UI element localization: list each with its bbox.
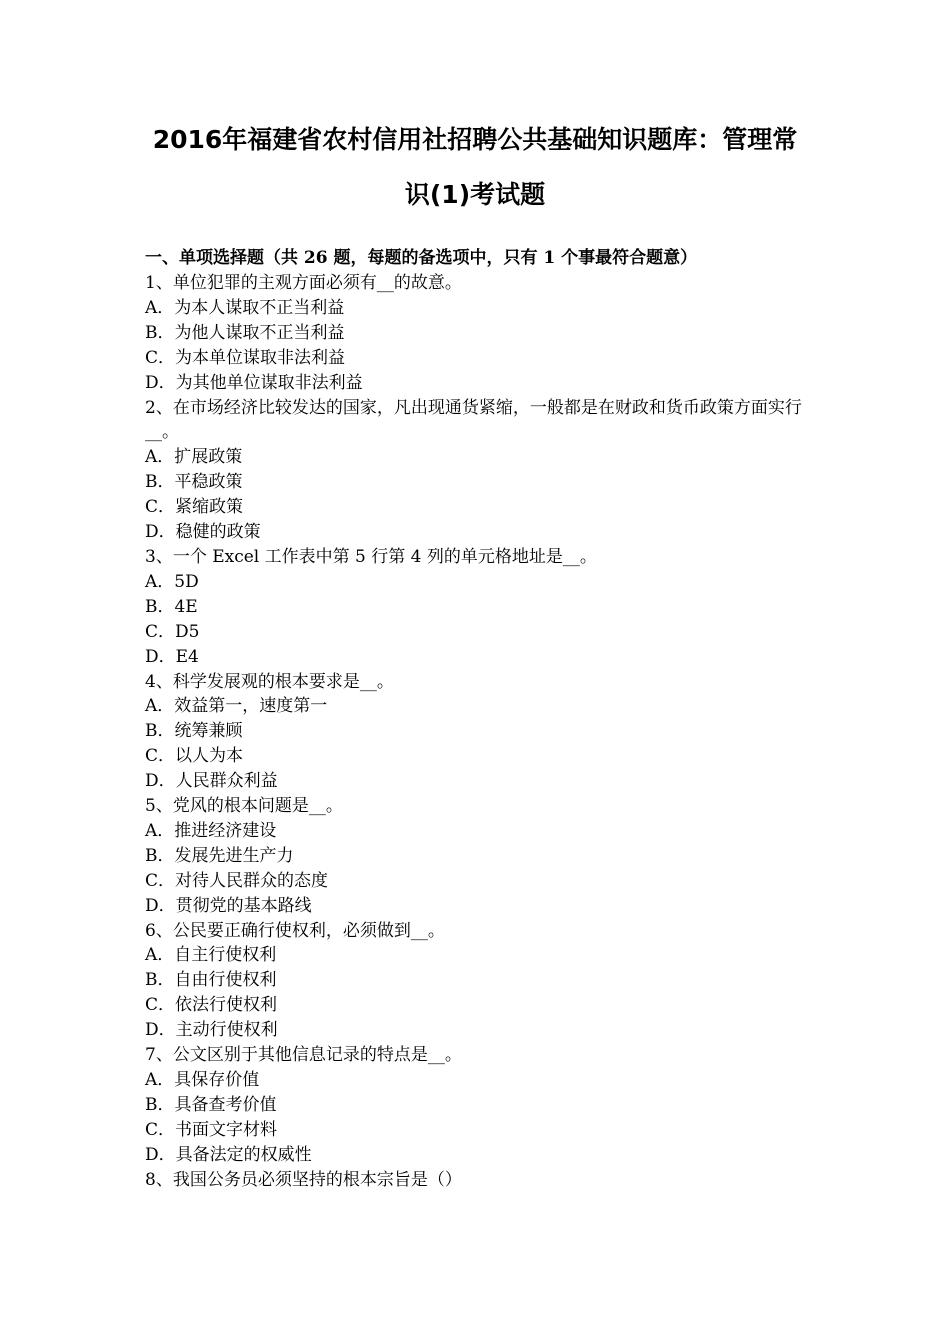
question-stem: 6、公民要正确行使权利，必须做到__。 bbox=[145, 920, 445, 941]
answer-option: B．统筹兼顾 bbox=[145, 721, 243, 742]
answer-option: D．为其他单位谋取非法利益 bbox=[145, 372, 363, 393]
title-line-2: 识(1)考试题 bbox=[404, 180, 546, 209]
question-item bbox=[145, 919, 810, 1044]
question-stem: 5、党风的根本问题是__。 bbox=[145, 796, 343, 817]
answer-option: D．主动行使权利 bbox=[145, 1020, 278, 1041]
question-stem: 8、我国公务员必须坚持的根本宗旨是（） bbox=[145, 1169, 462, 1190]
question-list bbox=[145, 271, 810, 1193]
answer-option: C．依法行使权利 bbox=[145, 995, 278, 1016]
answer-option: C．以人为本 bbox=[145, 746, 244, 767]
answer-option: C．紧缩政策 bbox=[145, 497, 244, 518]
document-title bbox=[120, 112, 830, 222]
answer-option: A．5D bbox=[145, 571, 199, 592]
answer-option: C．D5 bbox=[145, 621, 200, 642]
answer-option: D．具备法定的权威性 bbox=[145, 1144, 312, 1165]
question-item bbox=[145, 794, 810, 919]
answer-option: A．效益第一，速度第一 bbox=[145, 696, 328, 717]
question-stem: 2、在市场经济比较发达的国家，凡出现通货紧缩，一般都是在财政和货币政策方面实行__。 bbox=[145, 397, 802, 443]
answer-option: D．稳健的政策 bbox=[145, 522, 261, 543]
question-item bbox=[145, 545, 810, 670]
question-stem: 1、单位犯罪的主观方面必须有__的故意。 bbox=[145, 273, 462, 293]
answer-option: A．扩展政策 bbox=[145, 447, 243, 468]
title-line-1: 2016年福建省农村信用社招聘公共基础知识题库：管理常 bbox=[152, 125, 798, 154]
question-stem: 4、科学发展观的根本要求是__。 bbox=[145, 671, 394, 692]
answer-option: B．具备查考价值 bbox=[145, 1094, 277, 1115]
question-item bbox=[145, 670, 810, 795]
question-stem: 7、公文区别于其他信息记录的特点是__。 bbox=[145, 1045, 462, 1066]
answer-option: B．自由行使权利 bbox=[145, 970, 277, 991]
answer-option: A．为本人谋取不正当利益 bbox=[145, 297, 345, 318]
question-item bbox=[145, 396, 810, 545]
question-item bbox=[145, 1168, 810, 1193]
question-item bbox=[145, 1043, 810, 1168]
question-item bbox=[145, 271, 810, 396]
answer-option: A．具保存价值 bbox=[145, 1070, 260, 1090]
answer-option: B．发展先进生产力 bbox=[145, 845, 294, 866]
answer-option: A．自主行使权利 bbox=[145, 945, 277, 966]
answer-option: B．平稳政策 bbox=[145, 472, 243, 493]
answer-option: D．人民群众利益 bbox=[145, 771, 278, 792]
answer-option: D．贯彻党的基本路线 bbox=[145, 895, 312, 916]
question-stem: 3、一个 Excel 工作表中第 5 行第 4 列的单元格地址是__。 bbox=[145, 546, 597, 567]
answer-option: B．为他人谋取不正当利益 bbox=[145, 322, 345, 343]
answer-option: C．书面文字材料 bbox=[145, 1119, 278, 1140]
answer-option: C．为本单位谋取非法利益 bbox=[145, 347, 346, 368]
section-heading: 一、单项选择题（共 26 题，每题的备选项中，只有 1 个事最符合题意） bbox=[145, 248, 698, 268]
answer-option: A．推进经济建设 bbox=[145, 820, 277, 841]
answer-option: B．4E bbox=[145, 596, 198, 617]
answer-option: C．对待人民群众的态度 bbox=[145, 870, 329, 891]
answer-option: D．E4 bbox=[145, 646, 199, 667]
